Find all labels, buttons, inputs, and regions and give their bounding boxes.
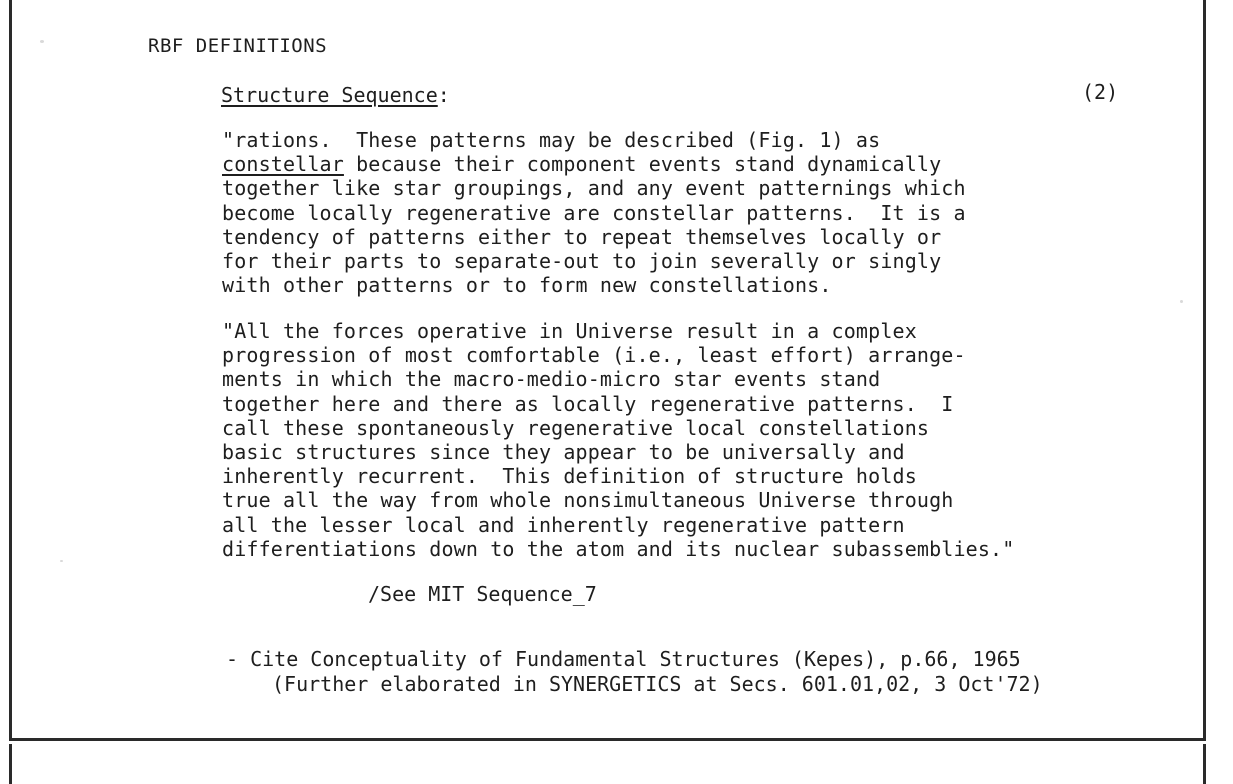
paragraph-line: together here and there as locally regenerative patterns. I [222, 391, 954, 416]
citation-line-2: (Further elaborated in SYNERGETICS at Secs. 601.01,02, 3 Oct'72) [272, 672, 1043, 696]
document-header: RBF DEFINITIONS [148, 35, 328, 57]
paragraph-line: differentiations down to the atom and its nuclear subassemblies." [222, 536, 1015, 561]
citation-line-1: - Cite Conceptuality of Fundamental Structures (Kepes), p.66, 1965 [226, 647, 1021, 671]
paragraph-line: together like star groupings, and any event patternings which [222, 176, 966, 201]
paragraph-1 [222, 128, 1182, 297]
paragraph-line: constellar because their component events stand dynamically [222, 152, 942, 177]
paragraph-line: all the lesser local and inherently regenerative pattern [222, 512, 905, 537]
section-title-text: Structure Sequence [221, 83, 438, 107]
page-number: (2) [1082, 80, 1119, 104]
paragraph-line: true all the way from whole nonsimultaneous Universe through [222, 488, 954, 513]
section-title-suffix: : [437, 83, 450, 107]
paragraph-line: become locally regenerative are constellar patterns. It is a [222, 200, 966, 225]
underlined-term: constellar [222, 152, 344, 177]
paper-speck [1180, 300, 1183, 303]
paper-speck [40, 40, 44, 43]
paragraph-line: for their parts to separate-out to join severally or singly [222, 249, 942, 274]
paragraph-line: "rations. These patterns may be described (Fig. 1) as [222, 128, 881, 152]
see-reference: /See MIT Sequence_7 [368, 582, 597, 606]
paper-speck [60, 560, 63, 562]
paragraph-line: with other patterns or to form new constellations. [222, 273, 832, 298]
paragraph-line: tendency of patterns either to repeat themselves locally or [222, 224, 942, 249]
paragraph-2 [222, 319, 1182, 561]
paragraph-line: basic structures since they appear to be universally and [222, 440, 905, 465]
section-title [221, 83, 450, 107]
paragraph-line: inherently recurrent. This definition of structure holds [222, 464, 917, 489]
paragraph-line: call these spontaneously regenerative local constellations [222, 415, 930, 440]
citation [226, 647, 1043, 697]
next-card-edge [9, 744, 1206, 784]
paragraph-line: progression of most comfortable (i.e., least effort) arrange- [222, 343, 966, 368]
paragraph-line: "All the forces operative in Universe result in a complex [222, 319, 917, 343]
paragraph-line: ments in which the macro-medio-micro star events stand [222, 367, 881, 392]
